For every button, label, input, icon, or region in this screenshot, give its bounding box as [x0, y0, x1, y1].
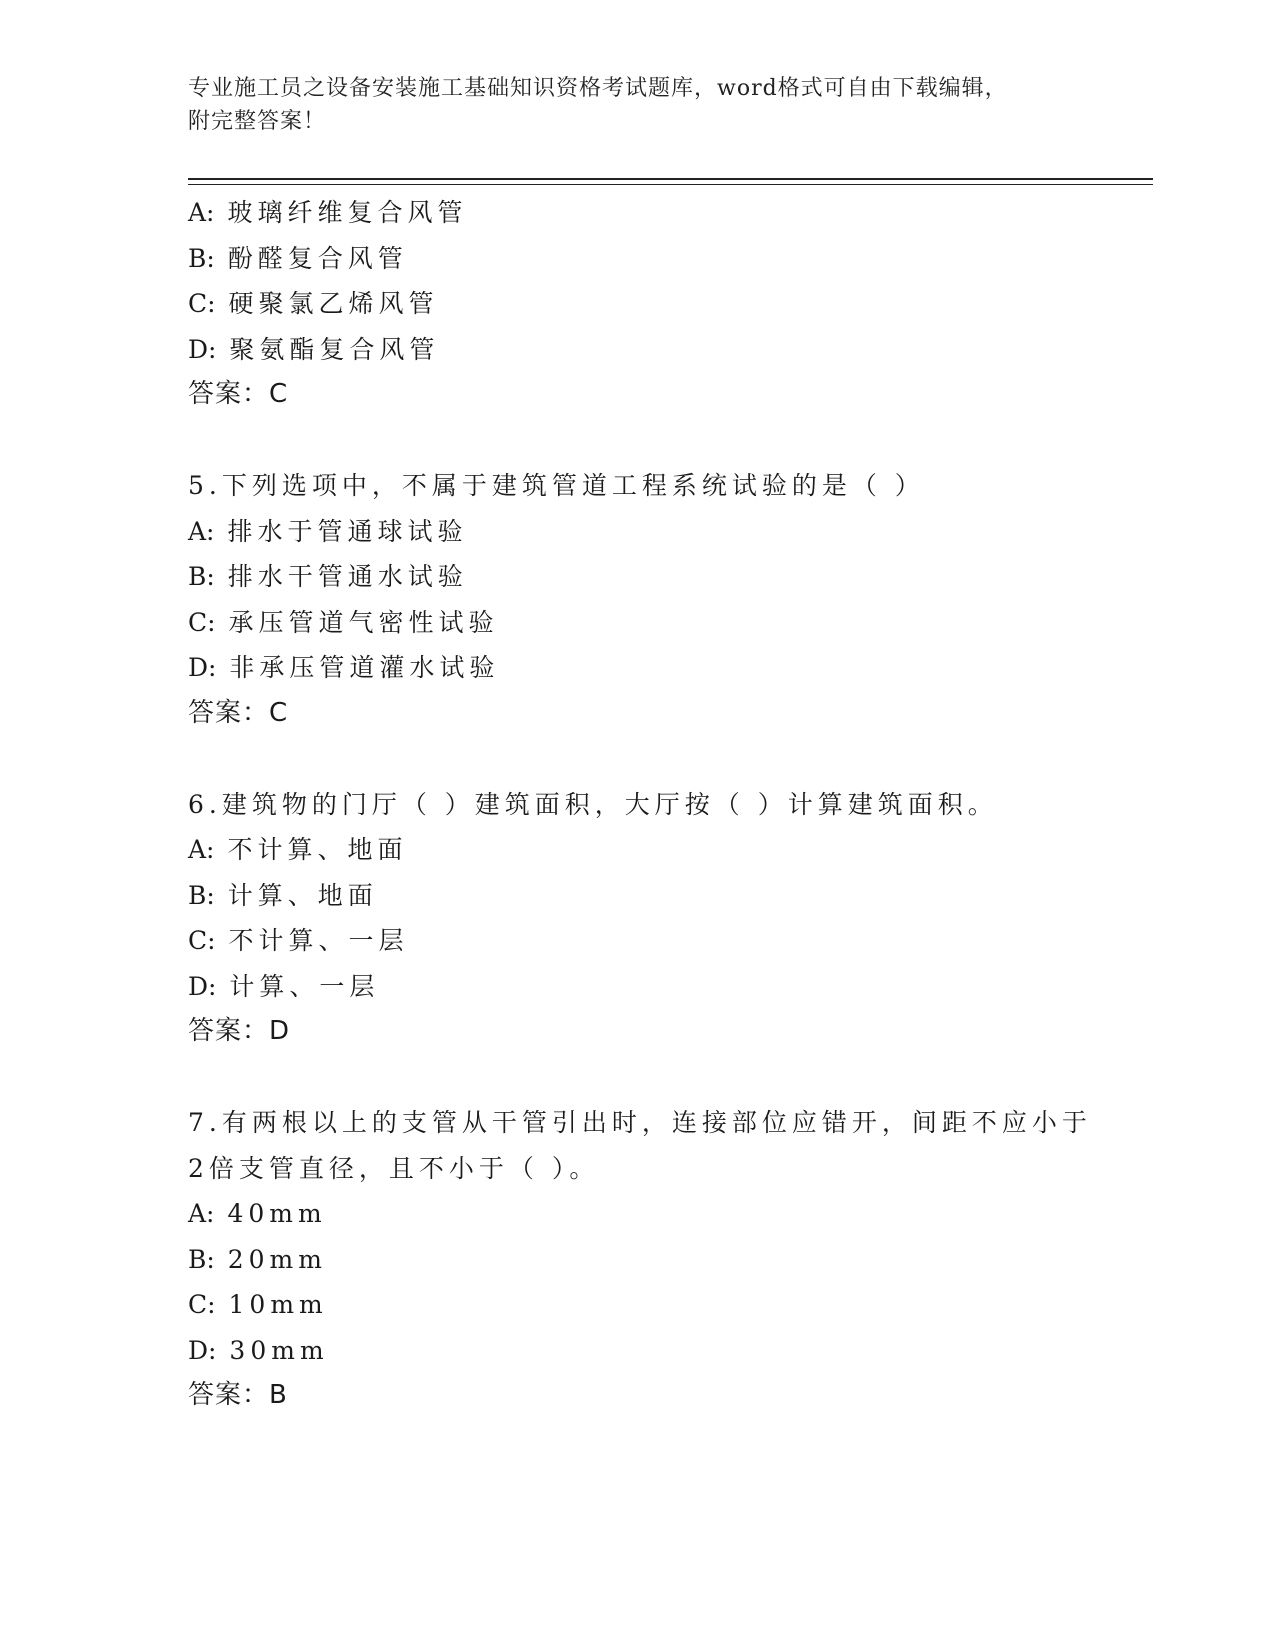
question-5 [188, 463, 1148, 736]
option-letter: C: [188, 926, 216, 955]
q6-option-a [188, 827, 1148, 873]
option-text: 硬聚氯乙烯风管 [228, 289, 439, 318]
option-letter: A: [188, 198, 215, 227]
option-text: 20mm [227, 1244, 327, 1274]
q7-option-b [188, 1237, 1148, 1283]
q7-option-c [188, 1282, 1148, 1328]
q7-answer: 答案：B [188, 1380, 288, 1410]
option-text: 排水干管通水试验 [227, 562, 468, 591]
option-letter: C: [188, 1290, 216, 1319]
question-7 [188, 1100, 1148, 1419]
header-rule-thick [188, 178, 1153, 180]
option-text: 承压管道气密性试验 [228, 607, 499, 637]
question-4 [188, 190, 1148, 418]
q6-option-b [188, 873, 1148, 919]
option-letter: C: [188, 289, 216, 318]
q6-option-d [188, 964, 1148, 1010]
q6-option-c [188, 918, 1148, 964]
q7-question-line-2: 2倍支管直径，且不小于（ ）。 [188, 1153, 600, 1183]
option-letter: D: [188, 1335, 217, 1365]
option-text: 排水于管通球试验 [227, 516, 468, 546]
option-text: 计算、地面 [227, 880, 378, 910]
option-letter: D: [188, 971, 217, 1001]
q5-question: 5.下列选项中，不属于建筑管道工程系统试验的是（ ） [188, 471, 925, 500]
option-text: 不计算、一层 [228, 926, 409, 955]
q5-answer: 答案：C [188, 697, 289, 728]
q7-option-a [188, 1191, 1148, 1237]
question-6 [188, 782, 1148, 1055]
option-letter: B: [188, 880, 215, 910]
option-text: 玻璃纤维复合风管 [227, 198, 468, 227]
q4-option-b [188, 236, 1148, 282]
q4-answer: 答案：C [188, 379, 289, 409]
q6-answer: 答案：D [188, 1016, 291, 1046]
q5-option-a [188, 509, 1148, 555]
spacer [188, 418, 1148, 464]
option-letter: D: [188, 334, 217, 364]
header-rule-thin [188, 184, 1153, 185]
question-list [188, 190, 1148, 1419]
q5-option-c [188, 600, 1148, 646]
header-line-2: 附完整答案！ [188, 109, 327, 134]
q5-option-d [188, 645, 1148, 691]
option-letter: A: [188, 1199, 215, 1228]
spacer [188, 736, 1148, 782]
q4-option-c [188, 281, 1148, 327]
header-line-1: 专业施工员之设备安装施工基础知识资格考试题库，word格式可自由下载编辑， [188, 76, 1008, 101]
option-letter: B: [188, 243, 215, 273]
option-text: 计算、一层 [229, 971, 380, 1001]
q7-question-line-1: 7.有两根以上的支管从干管引出时，连接部位应错开，间距不应小于 [188, 1108, 1092, 1137]
option-letter: D: [188, 653, 217, 682]
option-letter: A: [188, 516, 215, 546]
option-text: 30mm [229, 1335, 329, 1365]
option-text: 聚氨酯复合风管 [229, 334, 440, 364]
q6-question: 6.建筑物的门厅（ ）建筑面积，大厅按（ ）计算建筑面积。 [188, 789, 998, 819]
spacer [188, 1055, 1148, 1101]
option-text: 非承压管道灌水试验 [229, 653, 500, 682]
option-text: 10mm [228, 1290, 328, 1319]
q4-option-d [188, 327, 1148, 373]
option-letter: B: [188, 562, 215, 591]
option-text: 40mm [227, 1199, 327, 1228]
q4-option-a [188, 190, 1148, 236]
option-text: 酚醛复合风管 [227, 243, 408, 273]
option-letter: B: [188, 1244, 215, 1274]
q5-option-b [188, 554, 1148, 600]
option-letter: A: [188, 835, 215, 864]
option-text: 不计算、地面 [227, 835, 408, 864]
document-header [188, 72, 1088, 138]
option-letter: C: [188, 607, 216, 637]
q7-option-d [188, 1328, 1148, 1374]
